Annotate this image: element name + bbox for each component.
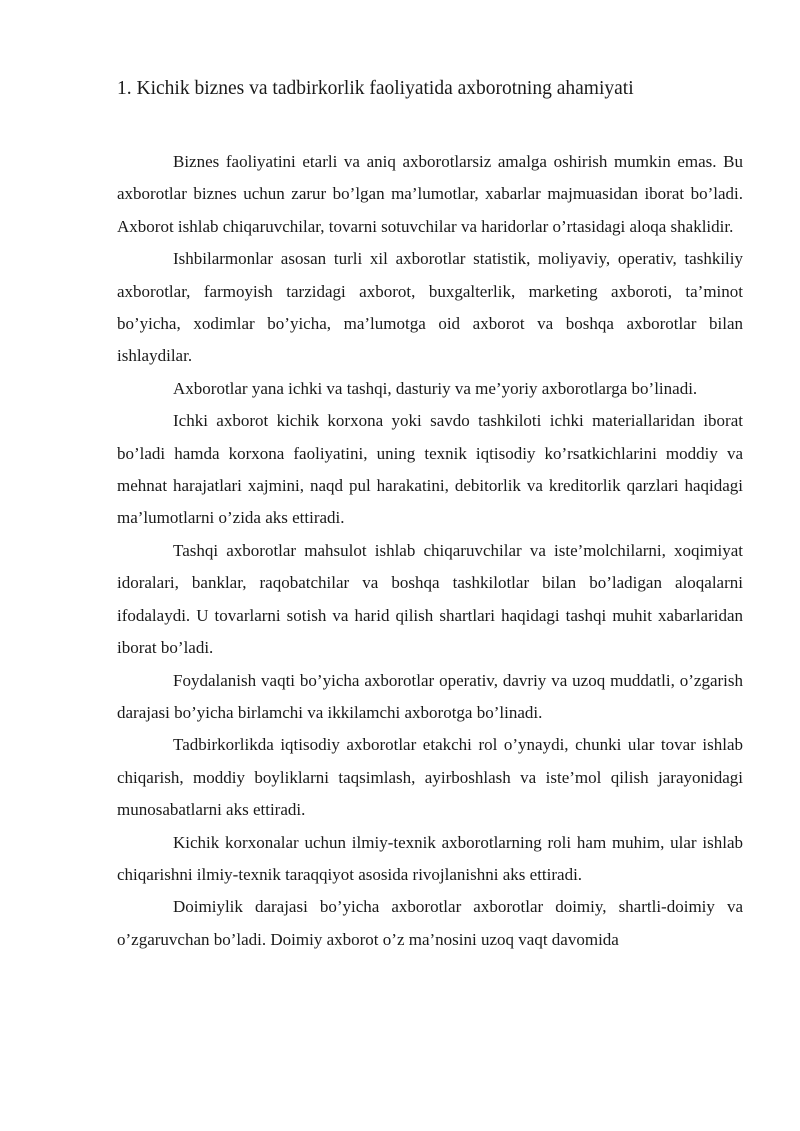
paragraph: Doimiylik darajasi bo’yicha axborotlar axborotlar doimiy, shartli-doimiy va o’zgaruvchan bo’ladi. Doimiy axborot o’z ma’nosini uzoq vaqt davomida — [117, 897, 743, 949]
paragraph: Axborotlar yana ichki va tashqi, dasturiy va me’yoriy axborotlarga bo’linadi. — [173, 378, 698, 398]
paragraph: Biznes faoliyatini etarli va aniq axborotlarsiz amalga oshirish mumkin emas. Bu axborotlar biznes uchun zarur bo’lgan ma’lumotlar, xabarlar majmuasidan iborat bo’ladi. Axborot ishlab chiqaruvchilar, tovarni sotuvchilar va haridorlar o’rtasidagi aloqa shaklidir. — [117, 152, 743, 236]
paragraph: Tadbirkorlikda iqtisodiy axborotlar etakchi rol o’ynaydi, chunki ular tovar ishlab chiqarish, moddiy boyliklarni taqsimlash, ayirboshlash va iste’mol qilish jarayonidagi munosabatlarni aks ettiradi. — [117, 735, 743, 820]
paragraph: Foydalanish vaqti bo’yicha axborotlar operativ, davriy va uzoq muddatli, o’zgarish darajasi bo’yicha birlamchi va ikkilamchi axborotga bo’linadi. — [117, 670, 743, 722]
paragraph: Ishbilarmonlar asosan turli xil axborotlar statistik, moliyaviy, operativ, tashkiliy axborotlar, farmoyish tarzidagi axborot, buxgalterlik, marketing axboroti, ta’minot bo’yicha, xodimlar bo’yicha, ma’lumotga oid axborot va boshqa axborotlar bilan ishlaydilar. — [117, 249, 743, 366]
paragraph: Ichki axborot kichik korxona yoki savdo tashkiloti ichki materiallaridan iborat bo’ladi hamda korxona faoliyatini, uning texnik iqtisodiy ko’rsatkichlarini moddiy va mehnat harajatlari xajmini, naqd pul harakatini, debitorlik va kreditorlik qarzlari haqidagi ma’lumotlarni o’zida aks ettiradi. — [117, 411, 743, 528]
paragraph: Tashqi axborotlar mahsulot ishlab chiqaruvchilar va iste’molchilarni, xoqimiyat idoralari, banklar, raqobatchilar va boshqa tashkilotlar bilan bo’ladigan aloqalarni ifodalaydi. U tovarlarni sotish va harid qilish shartlari haqidagi tashqi muhit xabarlaridan iborat bo’ladi. — [117, 540, 743, 658]
paragraph: Kichik korxonalar uchun ilmiy-texnik axborotlarning roli ham muhim, ular ishlab chiqarishni ilmiy-texnik taraqqiyot asosida rivojlanishni aks ettiradi. — [117, 832, 743, 884]
document-body — [117, 146, 743, 956]
section-heading: 1. Kichik biznes va tadbirkorlik faoliyatida axborotning ahamiyati — [117, 78, 634, 99]
